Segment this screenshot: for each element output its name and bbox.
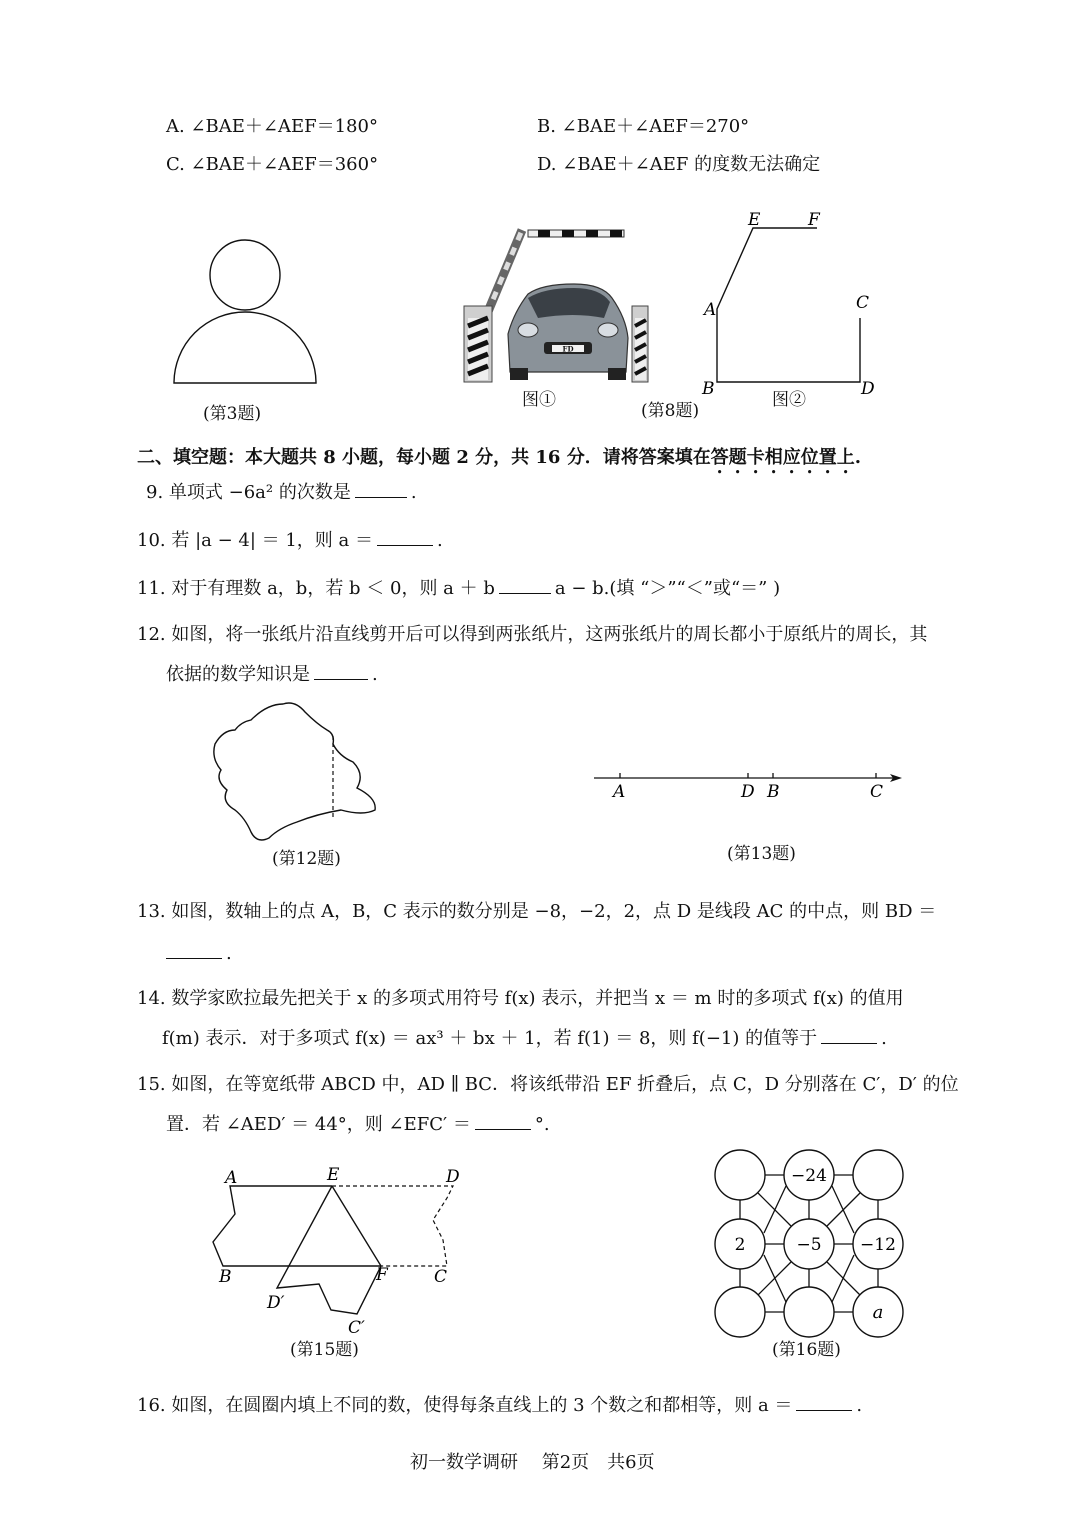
- q16-value-mid-left: 2: [734, 1235, 746, 1255]
- q15-label-e: E: [327, 1165, 340, 1185]
- question-13-line-1: 13. 如图，数轴上的点 A，B，C 表示的数分别是 −8，−2，2，点 D 是线段 AC 的中点，则 BD ＝: [137, 901, 937, 922]
- question-15-line-1: 15. 如图，在等宽纸带 ABCD 中，AD ∥ BC．将该纸带沿 EF 折叠后，点 C，D 分别落在 C′，D′ 的位: [137, 1074, 959, 1095]
- q15-label-d: D: [446, 1167, 460, 1187]
- q14-answer-blank[interactable]: [821, 1025, 877, 1044]
- q8-fig1-label: 图①: [522, 390, 556, 410]
- q16-figure: [710, 1145, 910, 1340]
- q10-answer-blank[interactable]: [377, 527, 433, 546]
- q15-label-b: B: [219, 1267, 232, 1287]
- q8-label-a: A: [704, 300, 717, 320]
- q12-paper-outline: [214, 703, 375, 840]
- q8-label-f: F: [808, 210, 820, 230]
- q13-label-d: D: [741, 782, 755, 802]
- q16-value-top-mid: −24: [791, 1166, 827, 1186]
- q16-value-mid-right: −12: [860, 1235, 896, 1255]
- q12-figure: [205, 698, 385, 848]
- choice-a: A. ∠BAE＋∠AEF＝180°: [166, 116, 378, 137]
- q16-value-bottom-right: a: [872, 1302, 884, 1323]
- q16-circle-bottom-mid: [784, 1287, 834, 1337]
- q13-caption: (第13题): [727, 844, 796, 864]
- q16-circle-bottom-left: [715, 1287, 765, 1337]
- section2-title: 二、填空题：本大题共 8 小题，每小题 2 分，共 16 分．请将答案填在答题卡相应位置上.: [137, 447, 861, 468]
- q3-caption: (第3题): [203, 404, 262, 424]
- q8-label-c: C: [856, 293, 870, 313]
- q3-head-circle: [210, 240, 280, 310]
- q15-folded-part: [277, 1186, 381, 1314]
- q9-answer-blank[interactable]: [355, 479, 407, 498]
- q8-caption: (第8题): [641, 401, 700, 421]
- choice-c: C. ∠BAE＋∠AEF＝360°: [166, 154, 379, 175]
- page-footer: 初一数学调研 第2页 共6页: [410, 1452, 655, 1473]
- q8-fig2-label: 图②: [772, 390, 806, 410]
- question-12-line-2: 依据的数学知识是 .: [166, 661, 378, 687]
- question-12-line-1: 12. 如图，将一张纸片沿直线剪开后可以得到两张纸片，这两张纸片的周长都小于原纸片的周长，其: [137, 624, 928, 645]
- question-16: 16. 如图，在圆圈内填上不同的数，使得每条直线上的 3 个数之和都相等，则 a ＝ .: [137, 1392, 862, 1418]
- question-11: 11. 对于有理数 a，b，若 b ＜ 0，则 a ＋ b a − b.(填 “＞”“＜”或“＝” ): [137, 575, 780, 601]
- q12-answer-blank[interactable]: [314, 661, 368, 680]
- q16-caption: (第16题): [772, 1340, 841, 1360]
- q3-figure: [170, 238, 320, 388]
- q15-label-a: A: [225, 1168, 238, 1188]
- q3-semicircle: [174, 312, 316, 383]
- q16-answer-blank[interactable]: [796, 1392, 852, 1411]
- q15-strip-solid: [213, 1186, 332, 1266]
- right-post: [632, 306, 648, 382]
- q13-label-c: C: [870, 782, 884, 802]
- question-13-line-2: .: [166, 940, 232, 966]
- left-post: [464, 306, 492, 382]
- q8-label-b: B: [702, 379, 715, 399]
- q15-label-c: C: [434, 1267, 448, 1287]
- q15-caption: (第15题): [290, 1340, 359, 1360]
- q16-value-center: −5: [796, 1235, 822, 1255]
- q11-answer-blank[interactable]: [499, 575, 551, 594]
- q12-caption: (第12题): [272, 849, 341, 869]
- question-10: 10. 若 |a − 4| ＝ 1，则 a ＝ .: [137, 527, 443, 553]
- q13-label-a: A: [613, 782, 626, 802]
- q15-label-d-prime: D′: [267, 1293, 285, 1313]
- q16-circle-top-left: [715, 1150, 765, 1200]
- q13-number-line: [590, 765, 910, 805]
- q13-answer-blank[interactable]: [166, 940, 222, 959]
- q15-figure: [205, 1162, 475, 1342]
- question-9: 9. 单项式 −6a² 的次数是 .: [146, 479, 417, 505]
- car: [508, 284, 628, 380]
- car-plate: FD: [562, 344, 574, 354]
- q8-photo: [462, 222, 648, 384]
- q16-circle-top-right: [853, 1150, 903, 1200]
- question-14-line-2: f(m) 表示．对于多项式 f(x) ＝ ax³ ＋ bx ＋ 1，若 f(1) ＝ 8，则 f(−1) 的值等于 .: [162, 1025, 887, 1051]
- choice-b: B. ∠BAE＋∠AEF＝270°: [537, 116, 750, 137]
- q8-label-d: D: [861, 379, 875, 399]
- q8-label-e: E: [748, 210, 761, 230]
- q15-strip-dashed: [332, 1186, 453, 1266]
- q15-label-f: F: [376, 1265, 388, 1285]
- q8-diagram: [690, 205, 890, 400]
- question-15-line-2: 置．若 ∠AED′ ＝ 44°，则 ∠EFC′ ＝ °.: [166, 1111, 550, 1137]
- q13-label-b: B: [767, 782, 780, 802]
- choice-d: D. ∠BAE＋∠AEF 的度数无法确定: [537, 154, 821, 175]
- q15-label-c-prime: C′: [348, 1318, 365, 1338]
- q8-polyline: [717, 228, 860, 382]
- q15-answer-blank[interactable]: [475, 1111, 531, 1130]
- question-14-line-1: 14. 数学家欧拉最先把关于 x 的多项式用符号 f(x) 表示，并把当 x ＝ m 时的多项式 f(x) 的值用: [137, 988, 904, 1009]
